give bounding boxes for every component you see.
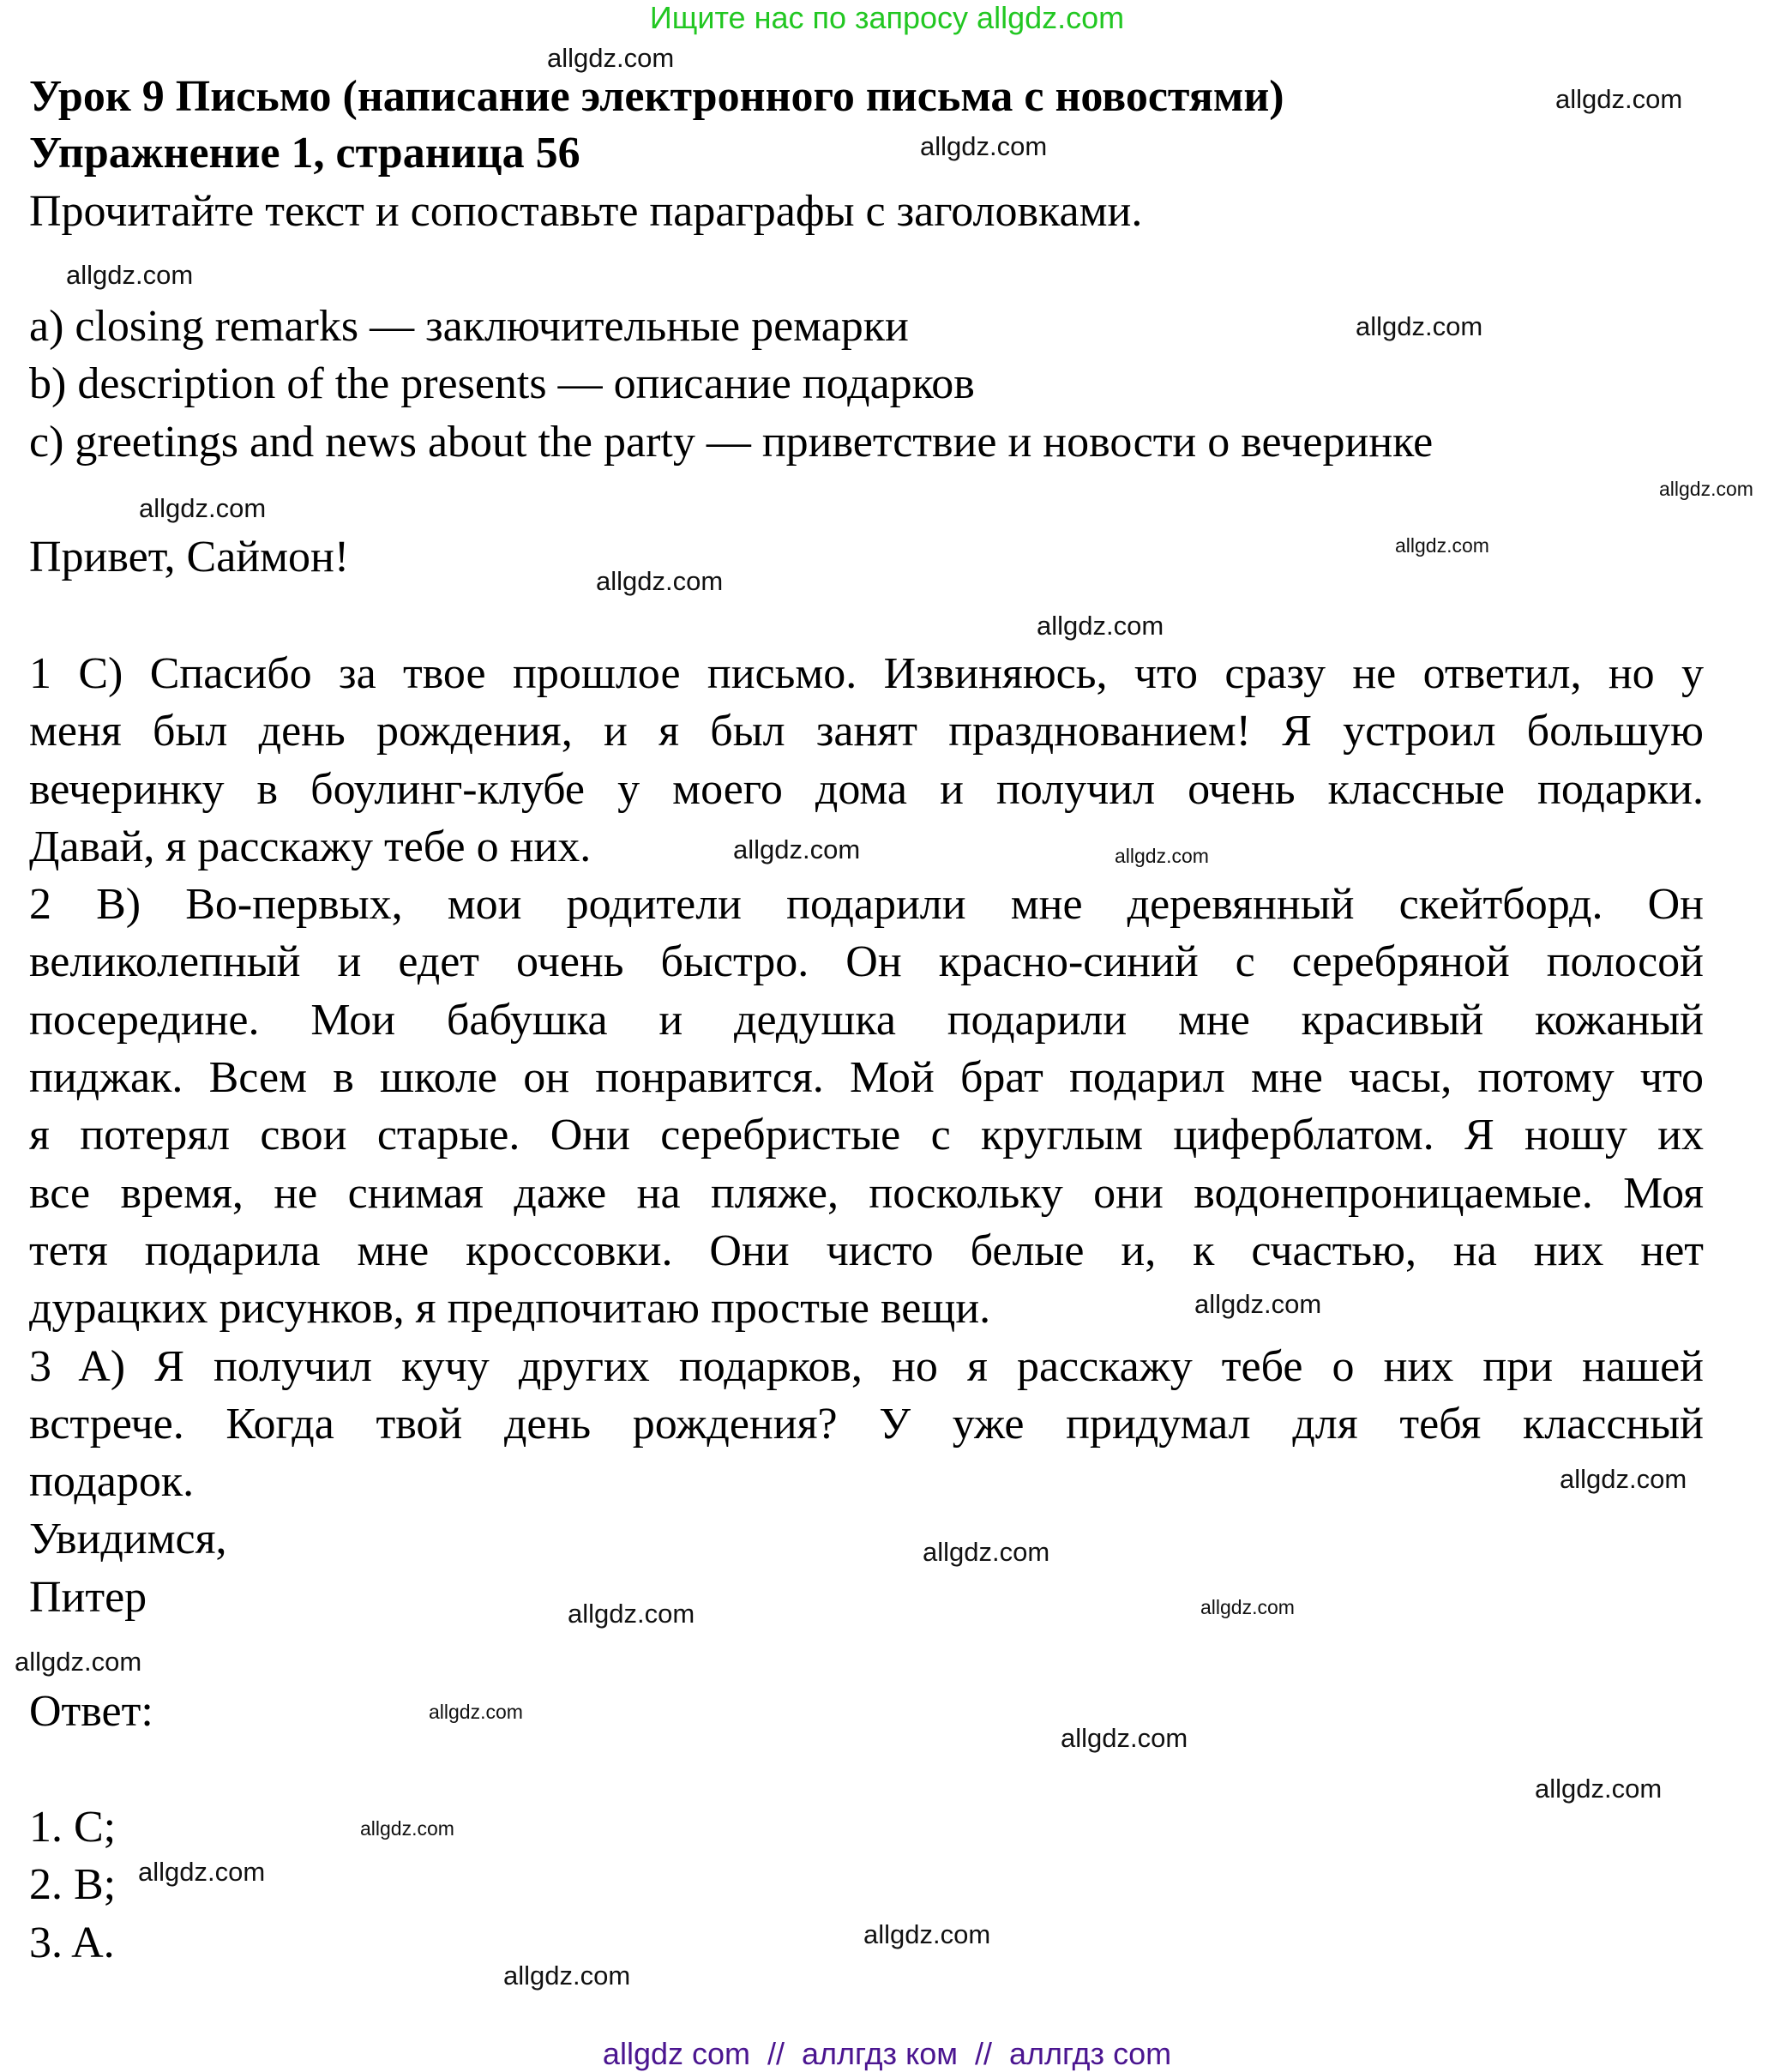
watermark: allgdz.com <box>503 1961 631 1991</box>
watermark: allgdz.com <box>1395 534 1489 557</box>
exercise-title: Упражнение 1, страница 56 <box>29 129 580 178</box>
watermark: allgdz.com <box>1659 478 1753 500</box>
letter-line: вечеринку в боулинг-клубе у моего дома и получил очень классные подарки. <box>29 764 1704 814</box>
watermark: allgdz.com <box>923 1537 1050 1567</box>
letter-line: я потерял свои старые. Они серебристые с круглым циферблатом. Я ношу их <box>29 1111 1704 1160</box>
answer-label: Ответ: <box>29 1687 153 1736</box>
letter-line: все время, не снимая даже на пляже, поскольку они водонепроницаемые. Моя <box>29 1168 1704 1218</box>
letter-line: тетя подарила мне кроссовки. Они чисто белые и, к счастью, на них нет <box>29 1226 1704 1275</box>
watermark: allgdz.com <box>547 43 675 73</box>
watermark: allgdz.com <box>1200 1596 1295 1618</box>
answer-list <box>29 1798 116 1972</box>
heading-b: b) description of the presents — описание подарков <box>29 359 975 408</box>
letter-signature: Питер <box>29 1572 147 1622</box>
watermark: allgdz.com <box>596 566 724 596</box>
letter-line: посередине. Мои бабушка и дедушка подарили мне красивый кожаный <box>29 995 1704 1045</box>
watermark: allgdz.com <box>138 1857 266 1887</box>
letter-line: Давай, я расскажу тебе о них. <box>29 822 592 871</box>
letter-line: 2 B) Во-первых, мои родители подарили мне деревянный скейтборд. Он <box>29 880 1704 930</box>
watermark: allgdz.com <box>360 1817 454 1840</box>
watermark: allgdz.com <box>139 493 267 523</box>
watermark: allgdz.com <box>15 1647 142 1677</box>
instruction: Прочитайте текст и сопоставьте параграфы с заголовками. <box>29 187 1143 236</box>
letter-line: меня был день рождения, и я был занят празднованием! Я устроил большую <box>29 707 1704 756</box>
watermark: allgdz.com <box>1115 845 1209 867</box>
letter-line: великолепный и едет очень быстро. Он красно-синий с серебряной полосой <box>29 937 1704 987</box>
heading-a: a) closing remarks — заключительные ремарки <box>29 302 909 351</box>
letter-line: встрече. Когда твой день рождения? У уже придумал для тебя классный <box>29 1399 1704 1449</box>
watermark: allgdz.com <box>863 1919 991 1949</box>
answer-item: 2. B; <box>29 1860 117 1910</box>
search-banner[interactable]: Ищите нас по запросу allgdz.com <box>649 0 1125 35</box>
answer-item: 3. A. <box>29 1918 115 1967</box>
watermark: allgdz.com <box>1555 84 1683 114</box>
watermark: allgdz.com <box>1194 1289 1322 1319</box>
watermark: allgdz.com <box>429 1701 523 1723</box>
watermark: allgdz.com <box>1061 1723 1188 1753</box>
footer-links[interactable]: allgdz com // аллгдз ком // аллгдз com <box>602 2036 1172 2071</box>
letter-line: дурацких рисунков, я предпочитаю простые вещи. <box>29 1284 991 1334</box>
letter-greeting: Привет, Саймон! <box>29 533 350 581</box>
watermark: allgdz.com <box>1535 1774 1663 1804</box>
watermark: allgdz.com <box>1356 311 1483 341</box>
letter-closing: Увидимся, <box>29 1515 227 1564</box>
watermark: allgdz.com <box>1037 611 1164 641</box>
lesson-title: Урок 9 Письмо (написание электронного письма с новостями) <box>29 72 1284 121</box>
heading-c: c) greetings and news about the party — приветствие и новости о вечеринке <box>29 418 1434 467</box>
letter-line: подарок. <box>29 1457 195 1507</box>
watermark: allgdz.com <box>1560 1464 1687 1494</box>
watermark: allgdz.com <box>66 260 194 290</box>
letter-line: 1 C) Спасибо за твое прошлое письмо. Извиняюсь, что сразу не ответил, но у <box>29 649 1704 698</box>
letter-line: 3 A) Я получил кучу других подарков, но я расскажу тебе о них при нашей <box>29 1341 1704 1391</box>
watermark: allgdz.com <box>733 834 861 864</box>
watermark: allgdz.com <box>568 1599 695 1629</box>
watermark: allgdz.com <box>920 131 1048 161</box>
letter-line: пиджак. Всем в школе он понравится. Мой брат подарил мне часы, потому что <box>29 1053 1704 1103</box>
answer-item: 1. C; <box>29 1803 117 1852</box>
letter-body <box>29 645 1704 1626</box>
